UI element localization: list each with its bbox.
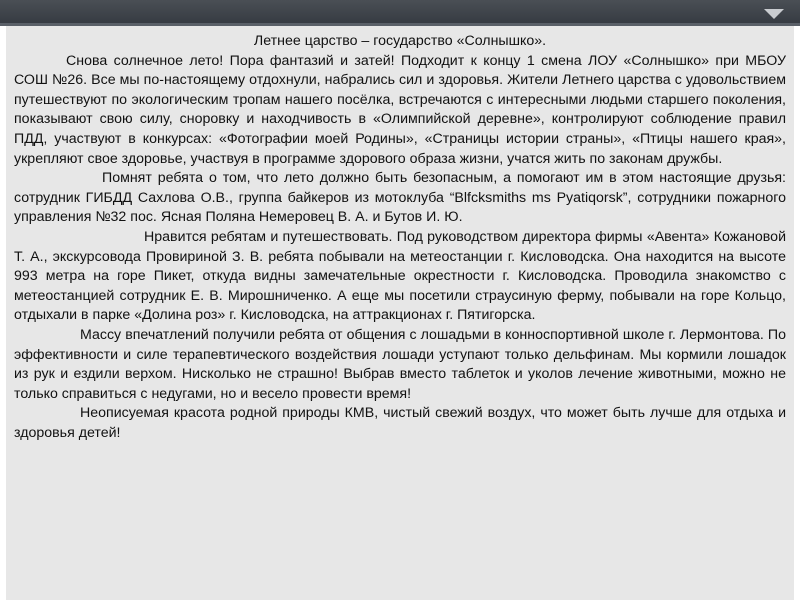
paragraph-nature: Неописуемая красота родной природы КМВ, чистый свежий воздух, что может быть лучше для отдыха и здоровья детей! (14, 405, 786, 441)
slide-header-bar (0, 0, 800, 26)
document-title: Летнее царство – государство «Солнышко». (253, 33, 547, 49)
document-body (14, 32, 786, 443)
paragraph-safety: Помнят ребята о том, что лето должно быть безопасным, а помогают им в этом настоящие друзья: сотрудник ГИБДД Сахлова О.В., группа байкеров из мотоклуба “Blfcksmiths ms Pyatiqorsk”, сотрудники пожарного управления №32 пос. Ясная Поляна Немеровец В. А. и Бутов И. Ю. (14, 170, 786, 226)
document-page (6, 26, 794, 600)
paragraph-travel: Нравится ребятам и путешествовать. Под руководством директора фирмы «Авента» Кожановой Т. А., экскурсовода Провириной З. В. ребята побывали на метеостанции г. Кисловодска. Она находится на высоте 993 метра на горе Пикет, откуда видны замечательные окрестности г. Кисловодска. Проводила знакомство с метеостанцией сотрудник Е. В. Мирошниченко. А еще мы посетили страусиную ферму, побывали на горе Кольцо, отдыхали в парке «Долина роз» г. Кисловодска, на аттракционах г. Пятигорска. (14, 228, 786, 324)
slide-corner-triangle-icon (764, 9, 784, 19)
paragraph-intro: Снова солнечное лето! Пора фантазий и затей! Подходит к концу 1 смена ЛОУ «Солнышко» при МБОУ СОШ №26. Все мы по-настоящему отдохнули, набрались сил и здоровья. Жители Летнего царства с удовольствием путешествуют по экологическим тропам нашего посёлка, встречаются с интересными людьми старшего поколения, показывают свою силу, сноровку и находчивость в «Олимпийской деревне», контролируют соблюдение правил ПДД, участвуют в конкурсах: «Фотографии моей Родины», «Страницы истории страны», «Птицы нашего края», укрепляют свое здоровье, участвуя в программе здорового образа жизни, учатся жить по законам дружбы. (14, 52, 786, 167)
paragraph-horses: Массу впечатлений получили ребята от общения с лошадьми в конноспортивной школе г. Лермонтова. По эффективности и силе терапевтического воздействия лошади уступают только дельфинам. Мы кормили лошадок из рук и ездили верхом. Нисколько не страшно! Выбрав вместо таблеток и уколов лечение животными, можно не только справиться с недугами, но и весело провести время! (14, 326, 786, 402)
